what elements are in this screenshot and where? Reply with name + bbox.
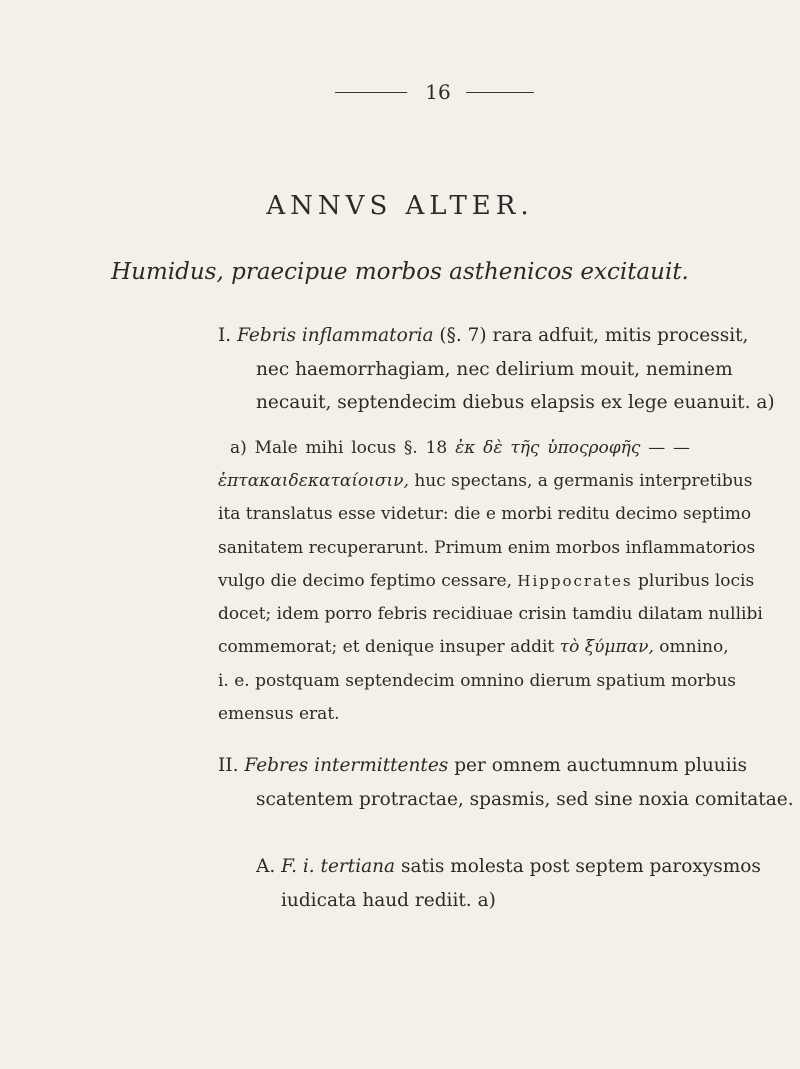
section-a-first-line: [256, 850, 761, 884]
footnote-a-line-4: sanitatem recuperarunt. Primum enim morbos inflammatorios: [218, 537, 756, 558]
chapter-subtitle: Humidus, praecipue morbos asthenicos excitauit.: [111, 259, 689, 285]
section-a-heading: F. i. tertiana: [281, 856, 396, 877]
section-2-first-line: [218, 749, 748, 783]
greek-phrase: ἐκ δὲ τῆς ὑποςροφῆς: [455, 438, 641, 458]
footnote-a-line-1: a) Male mihi locus §. 18 ἐκ δὲ τῆς ὑποςροφῆς — —: [230, 438, 691, 458]
greek-word: τὸ ξύμπαν,: [559, 637, 654, 658]
footnote-a-body: [218, 465, 763, 731]
section-a-line-2: iudicata haud rediit. a): [281, 890, 496, 911]
section-a-body: [281, 884, 690, 918]
page-number: 16: [425, 80, 451, 104]
section-1-line-3: necauit, septendecim diebus elapsis ex lege euanuit. a): [256, 392, 775, 413]
footnote-a-line-6: docet; idem porro febris recidiuae crisin tamdiu dilatam nullibi: [218, 604, 763, 625]
section-2-heading: Febres intermittentes: [244, 755, 449, 776]
footnote-a-line-2: ἑπτακαιδεκαταίοισιν, huc spectans, a germanis interpretibus: [218, 471, 753, 491]
section-2-line-1: II. Febres intermittentes per omnem auctumnum pluuiis: [218, 755, 748, 776]
section-1-line-2: nec haemorrhagiam, nec delirium mouit, neminem: [256, 359, 733, 380]
section-2-body: [256, 783, 794, 817]
header-rule-right: [466, 92, 534, 93]
footnote-a-line-7: commemorat; et denique insuper addit τὸ ξύμπαν, omnino,: [218, 637, 729, 658]
chapter-title: ANNVS ALTER.: [266, 191, 534, 221]
page-header: [0, 80, 800, 104]
section-2-line-2: scatentem protractae, spasmis, sed sine noxia comitatae.: [256, 789, 794, 810]
footnote-a-line-8: i. e. postquam septendecim omnino dierum spatium morbus: [218, 670, 737, 691]
footnote-a-first-line: [230, 431, 690, 465]
footnote-a-line-3: ita translatus esse videtur: die e morbi reditu decimo septimo: [218, 504, 752, 525]
section-1-line-1: I. Febris inflammatoria (§. 7) rara adfuit, mitis processit,: [218, 325, 749, 346]
footnote-a-line-9: emensus erat.: [218, 704, 340, 725]
section-1-body: [256, 353, 775, 419]
header-rule-left: [335, 92, 407, 93]
footnote-a-line-5: vulgo die decimo feptimo cessare, Hippocrates pluribus locis: [218, 570, 755, 591]
author-name: Hippocrates: [517, 571, 633, 590]
section-1-first-line: [218, 319, 749, 353]
section-a-line-1: A. F. i. tertiana satis molesta post septem paroxysmos: [256, 856, 761, 877]
section-1-heading: Febris inflammatoria: [237, 325, 434, 346]
greek-word: ἑπτακαιδεκαταίοισιν,: [218, 471, 409, 491]
